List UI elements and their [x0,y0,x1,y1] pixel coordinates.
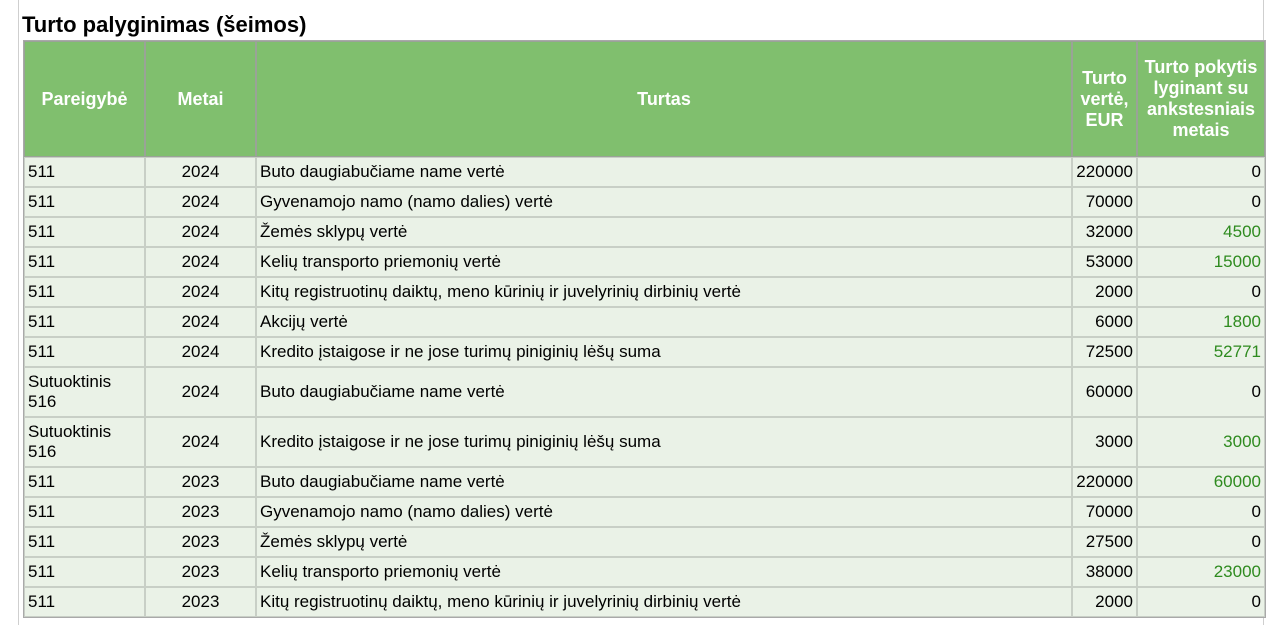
table-header-row [24,41,1265,157]
cell-value: 60000 [1072,367,1137,417]
cell-change: 0 [1137,157,1265,187]
cell-change: 52771 [1137,337,1265,367]
cell-year: 2023 [145,587,256,617]
cell-who: 511 [24,217,145,247]
cell-change: 23000 [1137,557,1265,587]
cell-change: 0 [1137,497,1265,527]
cell-change: 0 [1137,367,1265,417]
cell-year: 2024 [145,367,256,417]
cell-year: 2023 [145,467,256,497]
cell-year: 2024 [145,247,256,277]
cell-value: 2000 [1072,587,1137,617]
cell-change: 0 [1137,587,1265,617]
cell-year: 2023 [145,527,256,557]
cell-asset: Gyvenamojo namo (namo dalies) vertė [256,187,1072,217]
cell-who: 511 [24,587,145,617]
cell-value: 3000 [1072,417,1137,467]
cell-asset: Kitų registruotinų daiktų, meno kūrinių ir juvelyrinių dirbinių vertė [256,587,1072,617]
cell-year: 2024 [145,157,256,187]
cell-asset: Buto daugiabučiame name vertė [256,157,1072,187]
cell-value: 27500 [1072,527,1137,557]
column-header-year: Metai [145,41,256,157]
cell-value: 70000 [1072,187,1137,217]
column-header-change: Turto pokytis lyginant su ankstesniais metais [1137,41,1265,157]
table-row [24,417,1265,467]
table-row [24,367,1265,417]
table-row [24,217,1265,247]
cell-asset: Akcijų vertė [256,307,1072,337]
table-row [24,557,1265,587]
cell-asset: Kelių transporto priemonių vertė [256,247,1072,277]
cell-who: 511 [24,277,145,307]
column-header-value: Turto vertė, EUR [1072,41,1137,157]
cell-value: 70000 [1072,497,1137,527]
cell-change: 3000 [1137,417,1265,467]
table-row [24,307,1265,337]
cell-asset: Buto daugiabučiame name vertė [256,367,1072,417]
table-row [24,277,1265,307]
cell-change: 0 [1137,527,1265,557]
cell-who: 511 [24,557,145,587]
cell-year: 2023 [145,557,256,587]
cell-asset: Žemės sklypų vertė [256,527,1072,557]
cell-value: 38000 [1072,557,1137,587]
table-row [24,587,1265,617]
cell-year: 2024 [145,277,256,307]
cell-who: Sutuoktinis 516 [24,367,145,417]
cell-value: 220000 [1072,157,1137,187]
cell-who: 511 [24,307,145,337]
cell-asset: Kredito įstaigose ir ne jose turimų piniginių lėšų suma [256,337,1072,367]
table-row [24,467,1265,497]
cell-year: 2023 [145,497,256,527]
cell-change: 0 [1137,187,1265,217]
table-row [24,187,1265,217]
cell-change: 60000 [1137,467,1265,497]
cell-who: 511 [24,157,145,187]
cell-asset: Gyvenamojo namo (namo dalies) vertė [256,497,1072,527]
cell-asset: Žemės sklypų vertė [256,217,1072,247]
cell-change: 0 [1137,277,1265,307]
cell-asset: Kredito įstaigose ir ne jose turimų piniginių lėšų suma [256,417,1072,467]
table-body [24,157,1265,617]
cell-change: 1800 [1137,307,1265,337]
page-title: Turto palyginimas (šeimos) [22,12,307,37]
cell-year: 2024 [145,187,256,217]
cell-who: 511 [24,187,145,217]
cell-year: 2024 [145,217,256,247]
cell-who: 511 [24,337,145,367]
table-row [24,157,1265,187]
column-header-who: Pareigybė [24,41,145,157]
cell-who: Sutuoktinis 516 [24,417,145,467]
cell-value: 6000 [1072,307,1137,337]
cell-asset: Buto daugiabučiame name vertė [256,467,1072,497]
cell-who: 511 [24,247,145,277]
cell-change: 4500 [1137,217,1265,247]
cell-change: 15000 [1137,247,1265,277]
table-row [24,527,1265,557]
cell-year: 2024 [145,307,256,337]
cell-who: 511 [24,497,145,527]
cell-value: 2000 [1072,277,1137,307]
cell-asset: Kelių transporto priemonių vertė [256,557,1072,587]
cell-value: 72500 [1072,337,1137,367]
cell-asset: Kitų registruotinų daiktų, meno kūrinių ir juvelyrinių dirbinių vertė [256,277,1072,307]
cell-year: 2024 [145,337,256,367]
column-header-asset: Turtas [256,41,1072,157]
cell-value: 220000 [1072,467,1137,497]
table-row [24,497,1265,527]
asset-comparison-table [23,40,1266,618]
table-row [24,337,1265,367]
cell-who: 511 [24,527,145,557]
cell-who: 511 [24,467,145,497]
cell-value: 53000 [1072,247,1137,277]
cell-value: 32000 [1072,217,1137,247]
table-row [24,247,1265,277]
cell-year: 2024 [145,417,256,467]
